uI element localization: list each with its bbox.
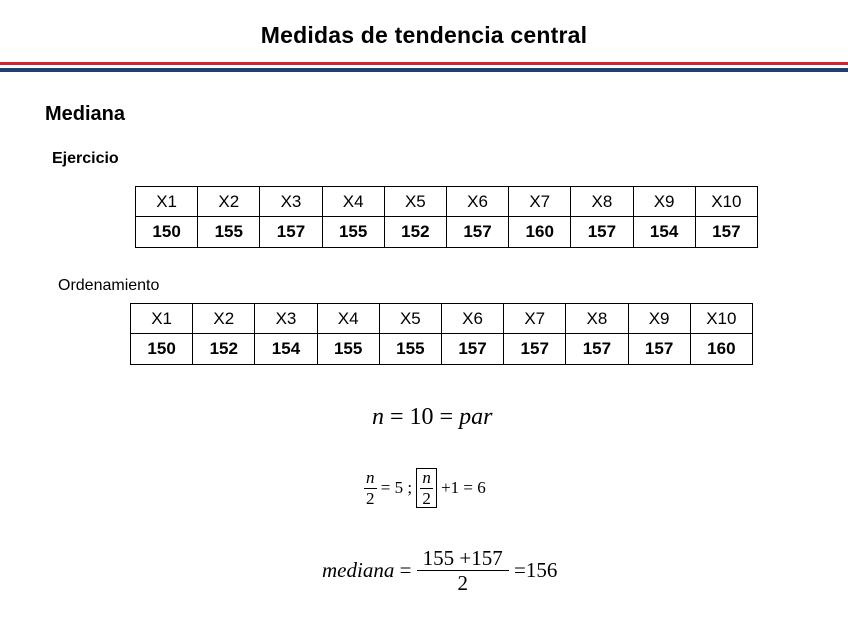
exercise-label: Ejercicio: [52, 150, 119, 167]
equation-position: [364, 468, 486, 508]
eq2-floor-bracket: [416, 468, 437, 508]
eq1-middle: = 10 =: [384, 404, 460, 430]
value-cell: 157: [566, 334, 628, 365]
header-cell: X9: [633, 187, 695, 217]
value-cell: 157: [695, 217, 757, 248]
value-cell: 155: [317, 334, 379, 365]
header-cell: X10: [690, 304, 752, 334]
value-cell: 155: [379, 334, 441, 365]
sorted-value-row: [131, 334, 753, 365]
header-cell: X8: [566, 304, 628, 334]
ordering-label: Ordenamiento: [58, 277, 160, 294]
eq2-tail: +1 = 6: [436, 478, 486, 498]
value-cell: 157: [446, 217, 508, 248]
eq2-bracket-denominator: 2: [422, 488, 431, 508]
value-cell: 157: [504, 334, 566, 365]
header-cell: X3: [255, 304, 317, 334]
blue-divider: [0, 68, 848, 72]
header-cell: X10: [695, 187, 757, 217]
header-cell: X2: [193, 304, 255, 334]
eq3-denominator: 2: [457, 571, 468, 596]
header-cell: X7: [504, 304, 566, 334]
eq2-fraction: [364, 468, 377, 508]
eq2-denominator: 2: [366, 488, 375, 508]
equation-n-even: [372, 404, 492, 431]
header-cell: X9: [628, 304, 690, 334]
header-cell: X3: [260, 187, 322, 217]
eq2-numerator: n: [366, 468, 375, 487]
eq3-lhs: mediana: [322, 558, 395, 583]
equation-median: [322, 546, 557, 595]
value-cell: 150: [131, 334, 193, 365]
eq2-bracket-fraction: [420, 468, 433, 508]
value-cell: 155: [198, 217, 260, 248]
header-cell: X1: [136, 187, 198, 217]
value-cell: 154: [255, 334, 317, 365]
value-cell: 157: [260, 217, 322, 248]
exercise-header-row: [136, 187, 758, 217]
header-cell: X5: [384, 187, 446, 217]
slide-title: Medidas de tendencia central: [260, 22, 588, 48]
header-cell: X6: [446, 187, 508, 217]
section-heading: Mediana: [45, 103, 126, 125]
red-divider: [0, 62, 848, 65]
value-cell: 150: [136, 217, 198, 248]
exercise-table: [135, 186, 758, 248]
header-cell: X7: [509, 187, 571, 217]
value-cell: 160: [690, 334, 752, 365]
value-cell: 152: [384, 217, 446, 248]
eq2-bracket-numerator: n: [422, 468, 431, 487]
eq3-equals: =: [394, 558, 417, 583]
eq1-lhs: n: [372, 404, 384, 430]
sorted-header-row: [131, 304, 753, 334]
value-cell: 157: [571, 217, 633, 248]
header-cell: X4: [317, 304, 379, 334]
header-cell: X8: [571, 187, 633, 217]
sorted-table: [130, 303, 753, 365]
value-cell: 160: [509, 217, 571, 248]
header-cell: X2: [198, 187, 260, 217]
header-cell: X1: [131, 304, 193, 334]
header-cell: X5: [379, 304, 441, 334]
eq3-result: =156: [508, 558, 558, 583]
header-cell: X6: [441, 304, 503, 334]
header-cell: X4: [322, 187, 384, 217]
value-cell: 157: [441, 334, 503, 365]
value-cell: 155: [322, 217, 384, 248]
value-cell: 152: [193, 334, 255, 365]
eq2-middle: = 5 ;: [376, 478, 417, 498]
value-cell: 157: [628, 334, 690, 365]
eq3-fraction: [417, 546, 509, 595]
eq1-rhs: par: [459, 404, 493, 430]
value-cell: 154: [633, 217, 695, 248]
exercise-value-row: [136, 217, 758, 248]
eq3-numerator: 155 +157: [417, 546, 509, 571]
